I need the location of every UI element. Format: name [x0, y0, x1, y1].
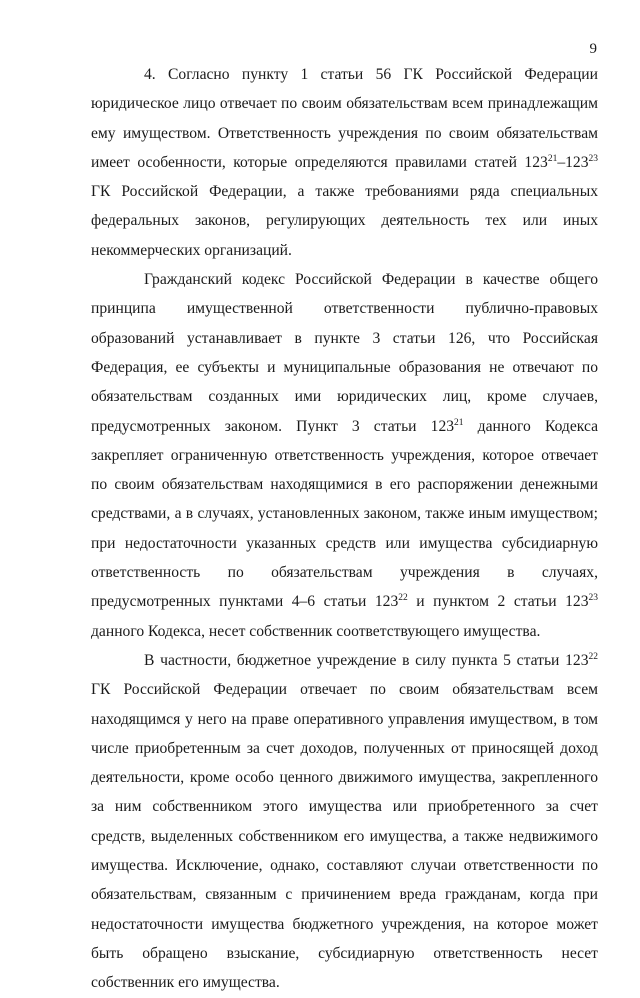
- paragraph: [91, 646, 598, 998]
- superscript: 22: [588, 651, 598, 662]
- text-run: и пунктом 2 статьи 123: [407, 593, 589, 611]
- superscript: 21: [547, 153, 558, 164]
- superscript: 22: [398, 593, 408, 604]
- superscript: 23: [588, 153, 598, 164]
- superscript: 23: [588, 593, 598, 604]
- paragraph: [91, 265, 598, 646]
- paragraph: [91, 60, 598, 265]
- page-number: 9: [589, 41, 597, 57]
- text-run: ГК Российской Федерации, а также требованиями ряда специальных федеральных законов, регулирующих деятельность тех или иных некоммерческих организаций.: [91, 183, 598, 259]
- text-run: –123: [557, 153, 589, 171]
- superscript: 21: [454, 417, 464, 428]
- text-run: ГК Российской Федерации отвечает по своим обязательствам всем находящимся у него на праве оперативного управления имуществом, в том числе приобретенным за счет доходов, полученных от приносящей доход деятельности, кроме особо ценного движимого имущества, закрепленного за ним собственником этого имущества или приобретенного за счет средств, выделенных собственником его имущества, а также недвижимого имущества. Исключение, однако, составляют случаи ответственности по обязательствам, связанным с причинением вреда гражданам, когда при недостаточности имущества бюджетного учреждения, на которое может быть обращено взыскание, субсидиарную ответственность несет собственник его имущества.: [91, 681, 598, 992]
- text-run: 4. Согласно пункту 1 статьи 56 ГК Российской Федерации юридическое лицо отвечает по своим обязательствам всем принадлежащим ему имуществом. Ответственность учреждения по своим обязательствам имеет особенности, которые определяются правилами статей 123: [91, 66, 598, 171]
- text-run: В частности, бюджетное учреждение в силу пункта 5 статьи 123: [144, 651, 589, 669]
- text-run: данного Кодекса, несет собственник соответствующего имущества.: [91, 622, 541, 640]
- text-run: данного Кодекса закрепляет ограниченную ответственность учреждения, которое отвечает по своим обязательствам находящимися в его распоряжении денежными средствами, а в случаях, установленных законом, также иным имуществом; при недостаточности указанных средств или имущества субсидиарную ответственность по обязательствам учреждения в случаях, предусмотренных пунктами 4–6 статьи 123: [91, 417, 598, 611]
- text-run: Гражданский кодекс Российской Федерации в качестве общего принципа имущественной ответственности публично-правовых образований устанавливает в пункте 3 статьи 126, что Российская Федерация, ее субъекты и муниципальные образования не отвечают по обязательствам созданных ими юридических лиц, кроме случаев, предусмотренных законом. Пункт 3 статьи 123: [91, 271, 598, 435]
- document-body: [91, 60, 598, 998]
